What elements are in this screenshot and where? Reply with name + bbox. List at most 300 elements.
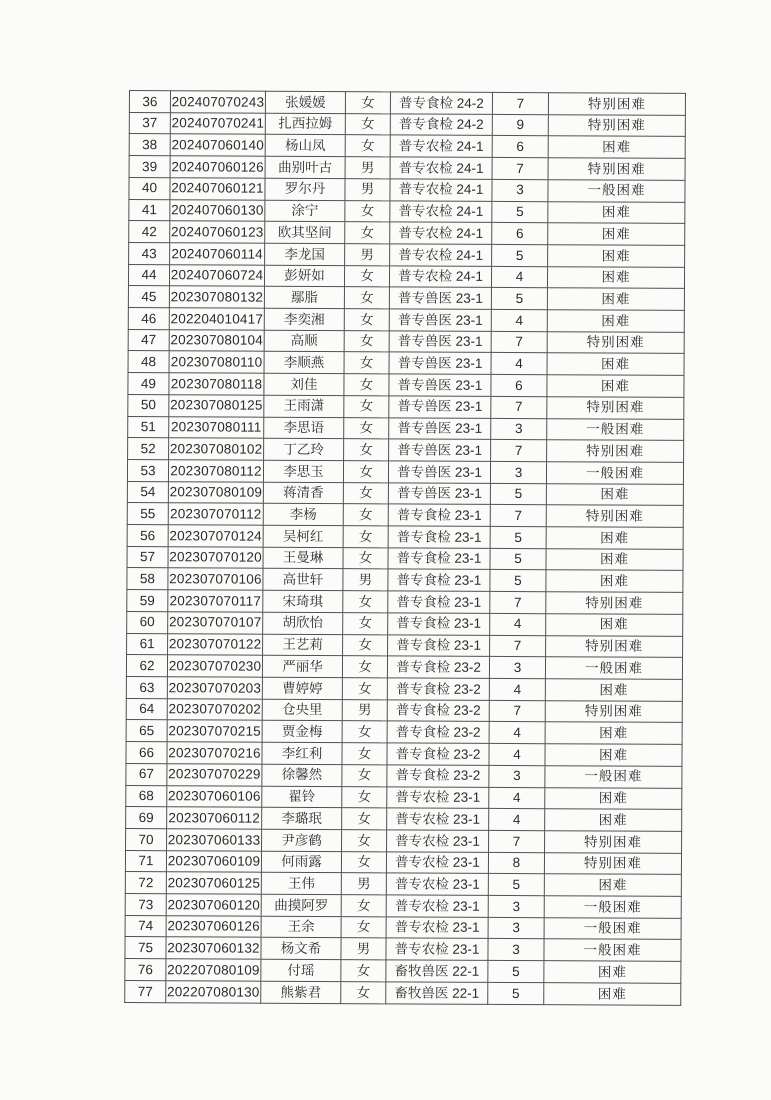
cell-student_id: 202407060126 [170, 156, 265, 178]
cell-level: 特别困难 [547, 397, 684, 419]
cell-student_id: 202407070241 [170, 112, 265, 134]
cell-level: 困难 [546, 483, 683, 505]
cell-score: 7 [489, 700, 545, 722]
cell-score: 7 [490, 592, 546, 614]
cell-name: 尹彦鹤 [262, 829, 342, 851]
cell-score: 4 [491, 353, 547, 375]
cell-gender: 女 [341, 960, 386, 982]
cell-level: 困难 [544, 874, 681, 896]
cell-class: 普专农检 23-1 [386, 895, 488, 917]
cell-class: 普专农检 24-1 [390, 179, 492, 201]
cell-name: 丁乙玲 [264, 438, 344, 460]
cell-score: 8 [488, 852, 544, 874]
cell-class: 普专兽医 23-1 [389, 331, 491, 353]
cell-name: 李思玉 [263, 460, 343, 482]
cell-class: 普专农检 23-1 [386, 873, 488, 895]
cell-level: 困难 [545, 744, 682, 766]
table-row [128, 329, 684, 354]
cell-gender: 女 [344, 417, 389, 439]
student-aid-roster-table [124, 90, 686, 1006]
cell-student_id: 202307060109 [166, 850, 261, 872]
cell-student_id: 202407060114 [170, 243, 265, 265]
cell-no: 51 [128, 416, 169, 438]
cell-level: 一般困难 [544, 917, 681, 939]
table-row [125, 872, 681, 897]
cell-class: 普专食检 23-2 [387, 700, 489, 722]
table-row [126, 655, 682, 680]
cell-class: 普专食检 24-2 [390, 114, 492, 136]
cell-level: 特别困难 [546, 505, 683, 527]
cell-class: 普专兽医 23-1 [389, 309, 491, 331]
cell-level: 困难 [548, 223, 685, 245]
cell-class: 普专农检 23-1 [387, 808, 489, 830]
cell-score: 5 [492, 244, 548, 266]
cell-name: 王曼琳 [263, 547, 343, 569]
cell-gender: 女 [342, 764, 387, 786]
cell-score: 7 [489, 830, 545, 852]
cell-gender: 女 [345, 135, 390, 157]
cell-class: 普专农检 24-1 [390, 135, 492, 157]
cell-no: 60 [127, 611, 168, 633]
cell-name: 熊紫君 [261, 981, 341, 1004]
cell-no: 61 [127, 633, 168, 655]
table-row [127, 611, 683, 636]
cell-score: 4 [489, 678, 545, 700]
cell-class: 普专食检 23-2 [387, 656, 489, 678]
cell-gender: 男 [345, 157, 390, 179]
cell-student_id: 202204010417 [169, 308, 264, 330]
table-row [126, 785, 682, 810]
table-row [129, 199, 685, 224]
cell-class: 普专食检 23-1 [388, 634, 490, 656]
cell-gender: 女 [344, 395, 389, 417]
cell-gender: 女 [342, 678, 387, 700]
cell-student_id: 202307070117 [168, 590, 263, 612]
cell-score: 3 [492, 179, 548, 201]
cell-no: 42 [129, 221, 170, 243]
table-row [128, 308, 684, 333]
cell-gender: 女 [342, 808, 387, 830]
table-row [127, 590, 683, 615]
table-row [129, 177, 685, 202]
cell-name: 宋琦琪 [263, 590, 343, 612]
cell-score: 4 [489, 787, 545, 809]
cell-level: 困难 [547, 375, 684, 397]
table-row [127, 459, 683, 484]
cell-no: 52 [128, 438, 169, 460]
table-row [129, 134, 685, 159]
cell-score: 3 [488, 917, 544, 939]
cell-class: 普专农检 23-1 [386, 917, 488, 939]
table-row [125, 915, 681, 940]
cell-student_id: 202307070122 [168, 633, 263, 655]
cell-student_id: 202307070229 [167, 764, 262, 786]
table-row [126, 676, 682, 701]
cell-level: 特别困难 [547, 331, 684, 353]
cell-student_id: 202307080112 [168, 460, 263, 482]
cell-class: 畜牧兽医 22-1 [386, 982, 488, 1005]
cell-score: 4 [490, 613, 546, 635]
cell-gender: 女 [343, 526, 388, 548]
cell-name: 李龙国 [265, 243, 345, 265]
cell-student_id: 202307070215 [167, 720, 262, 742]
cell-level: 一般困难 [544, 896, 681, 918]
cell-name: 仓央里 [262, 699, 342, 721]
cell-name: 欧其坚间 [265, 221, 345, 243]
cell-no: 69 [126, 807, 167, 829]
cell-student_id: 202307080102 [169, 438, 264, 460]
table-row [128, 438, 684, 463]
cell-name: 王伟 [261, 873, 341, 895]
cell-level: 特别困难 [545, 831, 682, 853]
cell-name: 罗尔丹 [265, 178, 345, 200]
cell-student_id: 202307060133 [167, 829, 262, 851]
cell-score: 4 [489, 809, 545, 831]
cell-student_id: 202207080109 [166, 959, 261, 981]
cell-class: 普专农检 23-1 [387, 786, 489, 808]
table-row [127, 568, 683, 593]
cell-level: 困难 [547, 310, 684, 332]
cell-student_id: 202307060106 [167, 785, 262, 807]
cell-no: 65 [126, 720, 167, 742]
table-row [128, 394, 684, 419]
cell-student_id: 202307070216 [167, 742, 262, 764]
cell-class: 普专农检 23-1 [387, 830, 489, 852]
table-row [129, 242, 685, 267]
cell-class: 普专食检 23-1 [388, 526, 490, 548]
cell-name: 杨文希 [261, 938, 341, 960]
cell-name: 严丽华 [262, 655, 342, 677]
cell-class: 畜牧兽医 22-1 [386, 960, 488, 982]
cell-gender: 女 [342, 743, 387, 765]
cell-class: 普专农检 24-1 [389, 265, 491, 287]
cell-student_id: 202307060112 [167, 807, 262, 829]
cell-no: 53 [127, 459, 168, 481]
cell-name: 杨山凤 [265, 135, 345, 157]
cell-score: 9 [492, 114, 548, 136]
cell-gender: 女 [342, 830, 387, 852]
cell-name: 曲别叶古 [265, 156, 345, 178]
cell-student_id: 202307080104 [169, 329, 264, 351]
cell-level: 困难 [546, 614, 683, 636]
cell-score: 7 [491, 331, 547, 353]
cell-no: 68 [126, 785, 167, 807]
cell-no: 63 [126, 676, 167, 698]
table-row [126, 807, 682, 832]
cell-gender: 女 [343, 591, 388, 613]
cell-student_id: 202307070230 [167, 655, 262, 677]
cell-no: 73 [125, 894, 166, 916]
table-row [127, 546, 683, 571]
cell-class: 普专食检 23-1 [388, 613, 490, 635]
cell-class: 普专兽医 23-1 [388, 461, 490, 483]
cell-gender: 女 [344, 309, 389, 331]
cell-score: 6 [491, 375, 547, 397]
cell-level: 一般困难 [547, 418, 684, 440]
cell-student_id: 202307080125 [169, 395, 264, 417]
cell-score: 7 [492, 92, 548, 114]
cell-name: 李顺燕 [264, 352, 344, 374]
cell-gender: 女 [344, 287, 389, 309]
cell-no: 39 [129, 156, 170, 178]
cell-class: 普专农检 24-1 [390, 157, 492, 179]
cell-no: 76 [125, 959, 166, 981]
cell-gender: 男 [341, 873, 386, 895]
cell-class: 普专食检 24-2 [390, 92, 492, 114]
cell-student_id: 202307080118 [169, 373, 264, 395]
cell-gender: 女 [341, 851, 386, 873]
cell-score: 5 [488, 982, 544, 1004]
cell-score: 3 [488, 939, 544, 961]
cell-level: 困难 [548, 245, 685, 267]
table-row [127, 633, 683, 658]
cell-no: 38 [129, 134, 170, 156]
cell-class: 普专食检 23-1 [388, 548, 490, 570]
cell-student_id: 202307080110 [169, 351, 264, 373]
cell-name: 李璐珉 [262, 807, 342, 829]
cell-level: 特别困难 [548, 114, 685, 136]
cell-name: 曹婷婷 [262, 677, 342, 699]
cell-level: 困难 [548, 201, 685, 223]
cell-level: 一般困难 [544, 939, 681, 961]
table-row [126, 720, 682, 745]
cell-level: 特别困难 [546, 592, 683, 614]
cell-no: 49 [128, 373, 169, 395]
cell-score: 3 [491, 418, 547, 440]
cell-score: 4 [491, 309, 547, 331]
cell-student_id: 202307080109 [168, 481, 263, 503]
cell-level: 特别困难 [548, 93, 685, 115]
cell-class: 普专食检 23-1 [388, 504, 490, 526]
cell-name: 贾金梅 [262, 721, 342, 743]
cell-student_id: 202407060130 [170, 199, 265, 221]
cell-gender: 男 [345, 178, 390, 200]
table-row [125, 894, 681, 919]
cell-gender: 男 [342, 699, 387, 721]
table-row [128, 351, 684, 376]
cell-score: 3 [489, 765, 545, 787]
cell-gender: 女 [341, 895, 386, 917]
cell-score: 5 [490, 548, 546, 570]
cell-name: 高顺 [264, 330, 344, 352]
cell-class: 普专农检 23-1 [386, 851, 488, 873]
cell-name: 扎西拉姆 [265, 113, 345, 135]
cell-level: 困难 [545, 809, 682, 831]
cell-level: 困难 [544, 961, 681, 983]
cell-student_id: 202407070243 [170, 91, 265, 113]
table-row [127, 525, 683, 550]
cell-score: 3 [488, 895, 544, 917]
cell-class: 普专兽医 23-1 [389, 417, 491, 439]
cell-student_id: 202407060121 [170, 178, 265, 200]
cell-student_id: 202207080130 [166, 981, 261, 1004]
cell-class: 普专兽医 23-1 [389, 374, 491, 396]
cell-level: 一般困难 [545, 657, 682, 679]
cell-student_id: 202307070106 [168, 568, 263, 590]
cell-class: 普专农检 24-1 [390, 222, 492, 244]
table-row [127, 503, 683, 528]
cell-class: 普专食检 23-1 [388, 591, 490, 613]
cell-gender: 女 [344, 265, 389, 287]
cell-no: 45 [128, 286, 169, 308]
cell-score: 7 [490, 635, 546, 657]
roster-table-body [125, 91, 686, 1006]
cell-name: 曲摸阿罗 [261, 894, 341, 916]
cell-no: 70 [126, 828, 167, 850]
cell-no: 74 [125, 915, 166, 937]
cell-no: 75 [125, 937, 166, 959]
cell-level: 一般困难 [548, 180, 685, 202]
cell-name: 李思语 [264, 417, 344, 439]
cell-student_id: 202307060126 [166, 915, 261, 937]
table-row [125, 937, 681, 962]
cell-gender: 女 [341, 916, 386, 938]
cell-gender: 女 [343, 504, 388, 526]
cell-level: 一般困难 [546, 462, 683, 484]
cell-gender: 女 [343, 634, 388, 656]
cell-level: 困难 [546, 527, 683, 549]
cell-level: 困难 [546, 548, 683, 570]
cell-score: 5 [490, 570, 546, 592]
cell-score: 7 [491, 440, 547, 462]
cell-name: 何雨露 [261, 851, 341, 873]
cell-gender: 女 [345, 113, 390, 135]
table-row [129, 91, 685, 116]
cell-score: 3 [490, 461, 546, 483]
cell-no: 37 [129, 112, 170, 134]
cell-gender: 女 [341, 981, 386, 1003]
cell-no: 64 [126, 698, 167, 720]
cell-level: 困难 [545, 722, 682, 744]
cell-level: 特别困难 [544, 852, 681, 874]
cell-score: 6 [492, 223, 548, 245]
cell-class: 普专食检 23-2 [387, 765, 489, 787]
cell-student_id: 202407060140 [170, 134, 265, 156]
table-row [125, 959, 681, 984]
cell-no: 66 [126, 742, 167, 764]
cell-gender: 女 [344, 352, 389, 374]
cell-class: 普专兽医 23-1 [389, 287, 491, 309]
table-row [128, 416, 684, 441]
cell-class: 普专农检 23-1 [386, 938, 488, 960]
cell-name: 刘佳 [264, 373, 344, 395]
cell-no: 47 [128, 329, 169, 351]
cell-student_id: 202307080111 [169, 416, 264, 438]
cell-name: 李杨 [263, 504, 343, 526]
cell-name: 王艺莉 [263, 634, 343, 656]
cell-name: 李奕湘 [264, 308, 344, 330]
cell-name: 徐馨然 [262, 764, 342, 786]
cell-class: 普专农检 24-1 [390, 200, 492, 222]
cell-name: 张媛媛 [265, 91, 345, 113]
cell-no: 55 [127, 503, 168, 525]
cell-name: 彭妍如 [264, 265, 344, 287]
cell-score: 4 [489, 722, 545, 744]
cell-no: 71 [125, 850, 166, 872]
cell-gender: 女 [342, 721, 387, 743]
cell-score: 3 [489, 657, 545, 679]
cell-score: 5 [492, 201, 548, 223]
cell-student_id: 202307070120 [168, 546, 263, 568]
cell-class: 普专兽医 23-1 [388, 483, 490, 505]
table-row [129, 112, 685, 137]
cell-student_id: 202307070202 [167, 698, 262, 720]
table-row [126, 828, 682, 853]
cell-level: 特别困难 [548, 158, 685, 180]
cell-student_id: 202307080132 [169, 286, 264, 308]
cell-no: 54 [127, 481, 168, 503]
cell-no: 36 [129, 91, 170, 113]
cell-score: 5 [490, 526, 546, 548]
cell-gender: 女 [344, 439, 389, 461]
cell-student_id: 202307070107 [168, 612, 263, 634]
cell-name: 李红利 [262, 742, 342, 764]
cell-level: 困难 [546, 570, 683, 592]
cell-score: 7 [492, 158, 548, 180]
cell-gender: 女 [342, 656, 387, 678]
cell-score: 5 [488, 874, 544, 896]
cell-gender: 女 [342, 786, 387, 808]
cell-gender: 男 [343, 569, 388, 591]
cell-no: 58 [127, 568, 168, 590]
table-row [128, 264, 684, 289]
cell-no: 46 [128, 308, 169, 330]
cell-no: 50 [128, 394, 169, 416]
cell-student_id: 202407060123 [170, 221, 265, 243]
cell-level: 特别困难 [545, 700, 682, 722]
cell-class: 普专兽医 23-1 [389, 439, 491, 461]
cell-level: 困难 [547, 353, 684, 375]
cell-student_id: 202407060724 [169, 264, 264, 286]
cell-name: 涂宁 [265, 200, 345, 222]
cell-gender: 女 [345, 92, 390, 114]
cell-student_id: 202307060125 [166, 872, 261, 894]
cell-name: 王雨潇 [264, 395, 344, 417]
cell-student_id: 202307060132 [166, 937, 261, 959]
cell-name: 付瑶 [261, 959, 341, 981]
cell-gender: 女 [344, 374, 389, 396]
cell-class: 普专农检 24-1 [390, 244, 492, 266]
table-row [125, 980, 681, 1005]
cell-no: 62 [126, 655, 167, 677]
cell-student_id: 202307070112 [168, 503, 263, 525]
cell-gender: 男 [345, 244, 390, 266]
cell-class: 普专兽医 23-1 [389, 352, 491, 374]
cell-name: 高世轩 [263, 569, 343, 591]
cell-gender: 女 [343, 613, 388, 635]
cell-name: 翟铃 [262, 786, 342, 808]
cell-gender: 女 [345, 222, 390, 244]
cell-no: 43 [129, 242, 170, 264]
cell-student_id: 202307070124 [168, 525, 263, 547]
table-row [129, 156, 685, 181]
cell-gender: 男 [341, 938, 386, 960]
cell-no: 48 [128, 351, 169, 373]
cell-level: 特别困难 [547, 440, 684, 462]
table-row [126, 698, 682, 723]
table-row [126, 763, 682, 788]
cell-level: 特别困难 [546, 635, 683, 657]
cell-name: 吴柯红 [263, 525, 343, 547]
cell-gender: 女 [344, 330, 389, 352]
cell-gender: 女 [343, 461, 388, 483]
cell-no: 44 [128, 264, 169, 286]
table-row [128, 373, 684, 398]
cell-level: 困难 [547, 266, 684, 288]
cell-score: 5 [488, 961, 544, 983]
cell-name: 胡欣怡 [263, 612, 343, 634]
cell-level: 困难 [545, 679, 682, 701]
